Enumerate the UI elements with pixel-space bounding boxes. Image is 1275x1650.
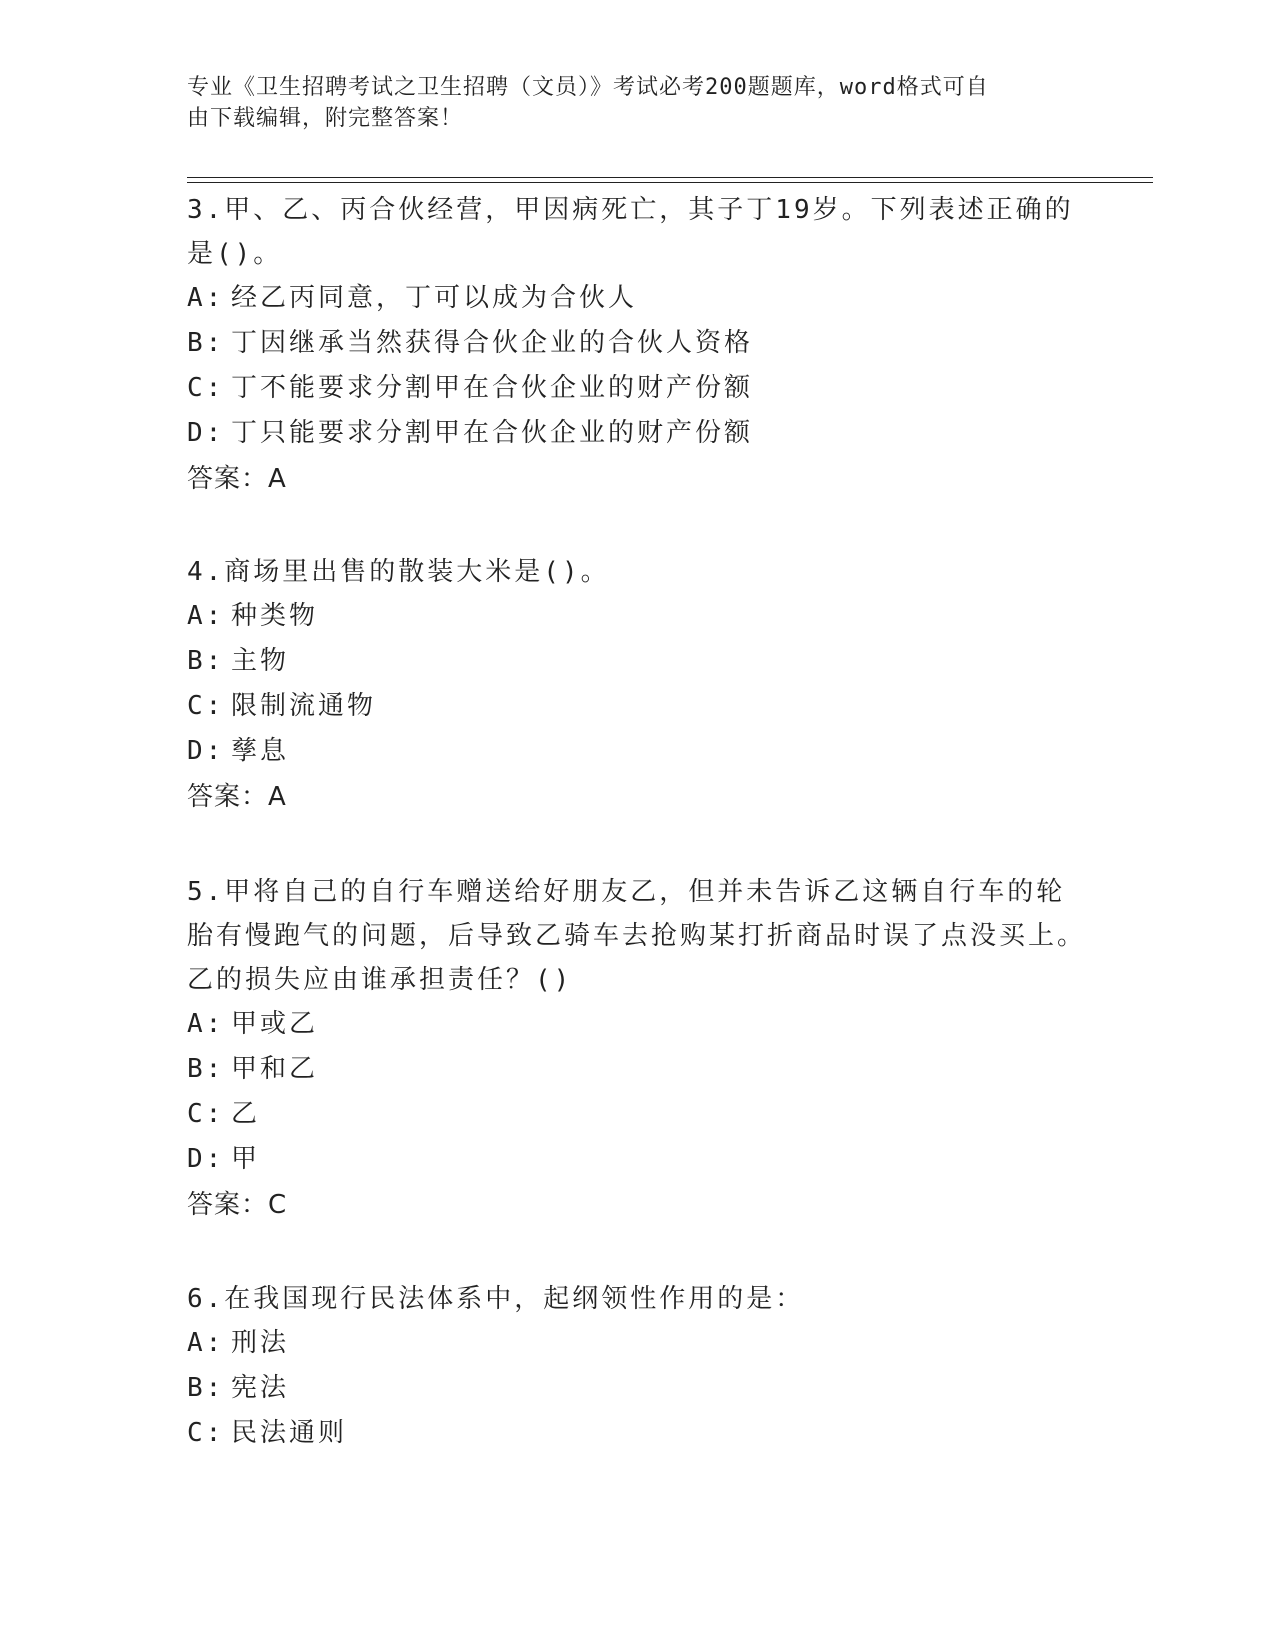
document-header xyxy=(187,72,1067,134)
option-text: 主物 xyxy=(231,646,290,676)
option-text: 经乙丙同意，丁可以成为合伙人 xyxy=(231,283,638,313)
option-b xyxy=(187,1047,1087,1092)
option-letter: B: xyxy=(187,1054,225,1084)
option-b xyxy=(187,639,1087,684)
option-letter: C: xyxy=(187,1418,225,1448)
option-a xyxy=(187,1321,1087,1366)
answer-line: 答案：A xyxy=(187,782,287,812)
option-letter: D: xyxy=(187,736,225,766)
option-text: 种类物 xyxy=(231,601,319,631)
option-text: 限制流通物 xyxy=(231,691,377,721)
header-rule-bottom xyxy=(187,182,1153,183)
option-letter: B: xyxy=(187,646,225,676)
option-text: 丁因继承当然获得合伙企业的合伙人资格 xyxy=(231,328,754,358)
option-letter: C: xyxy=(187,691,225,721)
header-rule-top xyxy=(187,177,1153,178)
answer-line: 答案：C xyxy=(187,1190,288,1220)
option-text: 刑法 xyxy=(231,1328,290,1358)
option-text: 甲 xyxy=(231,1144,261,1174)
question-stem: 4.商场里出售的散装大米是()。 xyxy=(187,557,610,587)
question-4 xyxy=(187,550,1087,820)
option-text: 民法通则 xyxy=(231,1418,348,1448)
question-3 xyxy=(187,188,1087,502)
option-text: 宪法 xyxy=(231,1373,290,1403)
option-d xyxy=(187,729,1087,774)
option-letter: A: xyxy=(187,1328,225,1358)
option-text: 乙 xyxy=(231,1099,261,1129)
option-a xyxy=(187,594,1087,639)
option-a xyxy=(187,276,1087,321)
option-c xyxy=(187,684,1087,729)
option-b xyxy=(187,321,1087,366)
header-line-1: 专业《卫生招聘考试之卫生招聘（文员）》考试必考200题题库，word格式可自 xyxy=(187,75,989,100)
option-c xyxy=(187,1411,1087,1456)
option-b xyxy=(187,1366,1087,1411)
option-letter: B: xyxy=(187,1373,225,1403)
option-text: 孳息 xyxy=(231,736,290,766)
option-letter: A: xyxy=(187,601,225,631)
option-d xyxy=(187,1137,1087,1182)
question-stem: 5.甲将自己的自行车赠送给好朋友乙，但并未告诉乙这辆自行车的轮胎有慢跑气的问题，后导致乙骑车去抢购某打折商品时误了点没买上。乙的损失应由谁承担责任？() xyxy=(187,877,1087,995)
option-d xyxy=(187,411,1087,456)
option-letter: D: xyxy=(187,418,225,448)
option-letter: B: xyxy=(187,328,225,358)
answer-line: 答案：A xyxy=(187,464,287,494)
question-stem: 3.甲、乙、丙合伙经营，甲因病死亡，其子丁19岁。下列表述正确的是()。 xyxy=(187,195,1074,269)
option-a xyxy=(187,1002,1087,1047)
option-text: 丁不能要求分割甲在合伙企业的财产份额 xyxy=(231,373,754,403)
option-letter: D: xyxy=(187,1144,225,1174)
header-line-2: 由下载编辑，附完整答案！ xyxy=(187,106,464,131)
option-letter: C: xyxy=(187,373,225,403)
option-text: 甲或乙 xyxy=(231,1009,319,1039)
question-stem: 6.在我国现行民法体系中，起纲领性作用的是： xyxy=(187,1284,805,1314)
option-letter: C: xyxy=(187,1099,225,1129)
option-letter: A: xyxy=(187,283,225,313)
option-letter: A: xyxy=(187,1009,225,1039)
question-5 xyxy=(187,870,1087,1228)
option-text: 丁只能要求分割甲在合伙企业的财产份额 xyxy=(231,418,754,448)
question-6 xyxy=(187,1277,1087,1456)
option-text: 甲和乙 xyxy=(231,1054,319,1084)
option-c xyxy=(187,366,1087,411)
option-c xyxy=(187,1092,1087,1137)
